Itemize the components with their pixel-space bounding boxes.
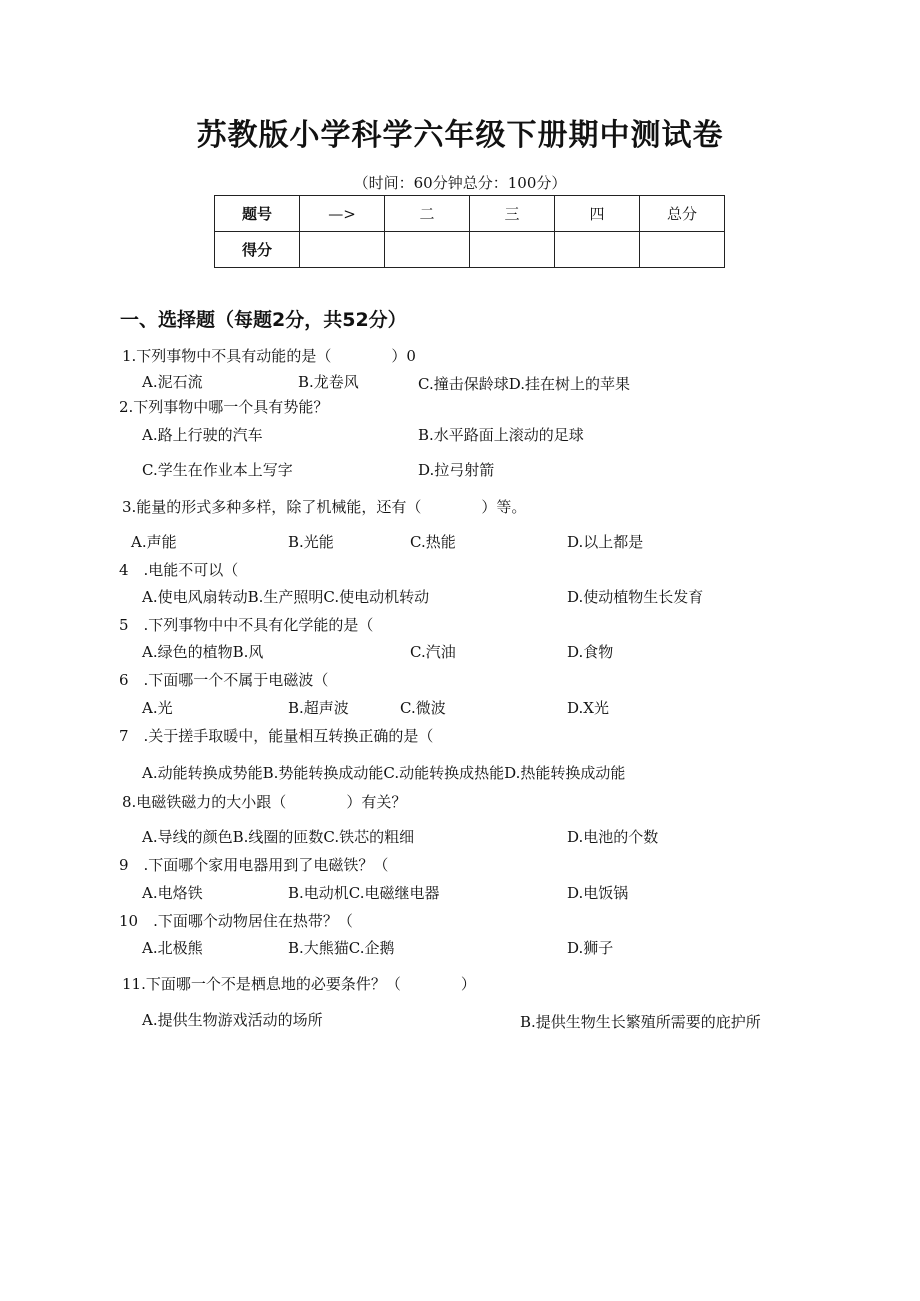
score-cell[interactable]: [470, 232, 555, 268]
question-8: 8.电磁铁磁力的大小跟（ ）有关？: [122, 793, 407, 811]
score-table: [214, 195, 725, 268]
question-7: 7 .关于搓手取暖中，能量相互转换正确的是（: [119, 727, 434, 745]
question-2-option-d: D.拉弓射箭: [418, 461, 495, 479]
question-9-option-d: D.电饭锅: [567, 884, 629, 902]
question-3-option-b: B.光能: [288, 533, 334, 551]
score-cell[interactable]: [555, 232, 640, 268]
question-9-option-a: A.电烙铁: [142, 884, 203, 902]
question-1-option-a: A.泥石流: [142, 373, 203, 391]
question-10-option-a: A.北极熊: [142, 939, 203, 957]
question-4: 4 .电能不可以（: [119, 561, 239, 579]
question-2: 2.下列事物中哪一个具有势能？: [119, 398, 329, 416]
score-table-header-row: [215, 196, 725, 232]
question-6-option-b: B.超声波: [288, 699, 349, 717]
question-6: 6 .下面哪一个不属于电磁波（: [119, 671, 329, 689]
question-3: 3.能量的形式多种多样，除了机械能，还有（ ）等。: [122, 498, 527, 516]
question-5: 5 .下列事物中中不具有化学能的是（: [119, 616, 374, 634]
question-9: 9 .下面哪个家用电器用到了电磁铁？（: [119, 856, 389, 874]
question-6-option-d: D.X光: [567, 699, 609, 717]
question-6-option-c: C.微波: [400, 699, 446, 717]
question-11-option-a: A.提供生物游戏活动的场所: [142, 1011, 323, 1029]
question-11: 11.下面哪一个不是栖息地的必要条件？（ ）: [122, 975, 476, 993]
score-cell[interactable]: [300, 232, 385, 268]
score-table-row-label: 得分: [215, 232, 300, 268]
question-1-option-b: B.龙卷风: [298, 373, 359, 391]
question-5-option-ab: A.绿色的植物B.风: [142, 643, 264, 661]
question-3-option-c: C.热能: [410, 533, 456, 551]
exam-time-info: （时间：60分钟总分：100分）: [353, 174, 567, 192]
question-7-options: A.动能转换成势能B.势能转换成动能C.动能转换成热能D.热能转换成动能: [142, 764, 626, 782]
section-heading: 一、选择题（每题2分，共52分）: [120, 309, 407, 331]
score-table-header-cell: 四: [555, 196, 640, 232]
question-10-option-bc: B.大熊猫C.企鹅: [288, 939, 395, 957]
score-table-score-row: [215, 232, 725, 268]
question-3-option-d: D.以上都是: [567, 533, 644, 551]
score-table-header-cell: 三: [470, 196, 555, 232]
question-10-option-d: D.狮子: [567, 939, 614, 957]
question-8-option-abc: A.导线的颜色B.线圈的匝数C.铁芯的粗细: [142, 828, 415, 846]
question-2-option-c: C.学生在作业本上写字: [142, 461, 293, 479]
question-5-option-c: C.汽油: [410, 643, 456, 661]
question-2-option-b: B.水平路面上滚动的足球: [418, 426, 584, 444]
question-3-option-a: A.声能: [131, 533, 177, 551]
question-4-option-d: D.使动植物生长发育: [567, 588, 704, 606]
question-1-option-cd: C.撞击保龄球D.挂在树上的苹果: [418, 375, 630, 393]
question-5-option-d: D.食物: [567, 643, 614, 661]
question-1: 1.下列事物中不具有动能的是（ ）0: [122, 347, 416, 365]
page-title: 苏教版小学科学六年级下册期中测试卷: [196, 118, 724, 153]
question-2-option-a: A.路上行驶的汽车: [142, 426, 263, 444]
question-8-option-d: D.电池的个数: [567, 828, 659, 846]
question-9-option-bc: B.电动机C.电磁继电器: [288, 884, 440, 902]
score-cell[interactable]: [385, 232, 470, 268]
score-table-header-cell: 总分: [640, 196, 725, 232]
score-table-header-cell: —>: [300, 196, 385, 232]
score-cell[interactable]: [640, 232, 725, 268]
score-table-header-label: 题号: [215, 196, 300, 232]
question-11-option-b: B.提供生物生长繁殖所需要的庇护所: [520, 1013, 761, 1031]
question-10: 10 .下面哪个动物居住在热带？（: [119, 912, 353, 930]
question-6-option-a: A.光: [142, 699, 173, 717]
score-table-header-cell: 二: [385, 196, 470, 232]
question-4-option-abc: A.使电风扇转动B.生产照明C.使电动机转动: [142, 588, 430, 606]
